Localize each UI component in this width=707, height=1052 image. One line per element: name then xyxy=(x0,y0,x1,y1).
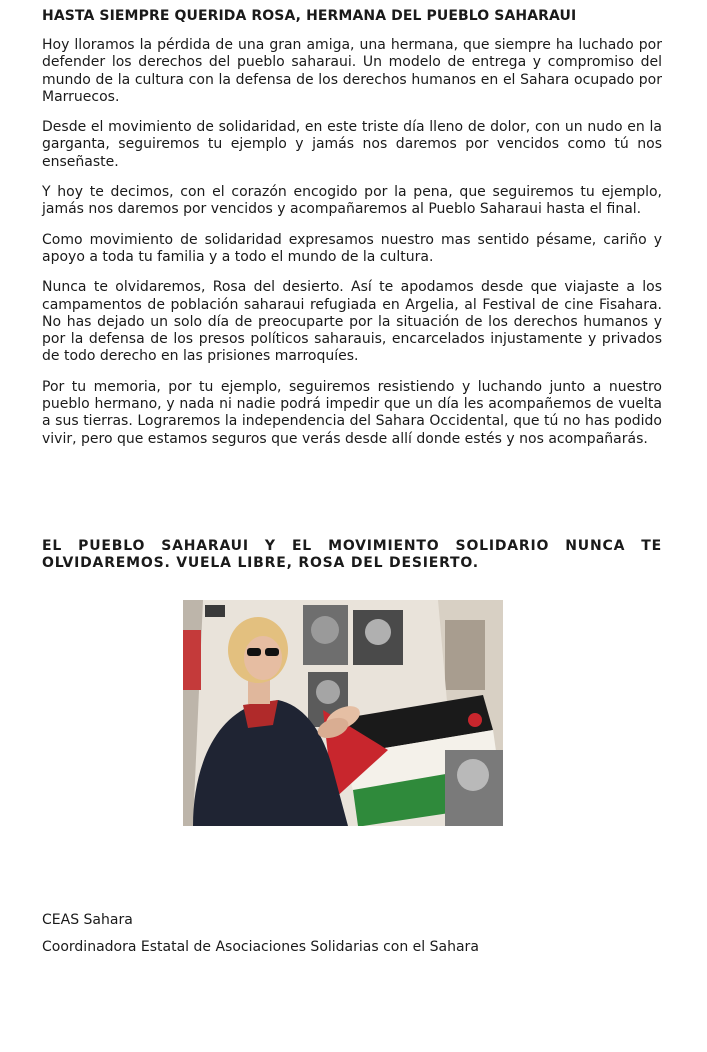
paragraph: Y hoy te decimos, con el corazón encogido por la pena, que seguiremos tu ejemplo, jamás nos daremos por vencidos y acompañaremos al Pueblo Saharaui hasta el final. xyxy=(42,184,662,218)
paragraph: Nunca te olvidaremos, Rosa del desierto. Así te apodamos desde que viajaste a los campamentos de población saharaui refugiada en Argelia, al Festival de cine Fisahara. No has dejado un solo día de preocuparte por la situación de los derechos humanos y por la defensa de los presos políticos saharauis, encarcelados injustamente y privados de todo derecho en las prisiones marroquíes. xyxy=(42,279,662,365)
paragraph: Hoy lloramos la pérdida de una gran amiga, una hermana, que siempre ha luchado por defender los derechos del pueblo saharaui. Un modelo de entrega y compromiso del mundo de la cultura con la defensa de los derechos humanos en el Sahara ocupado por Marruecos. xyxy=(42,37,662,105)
document-body xyxy=(42,37,662,461)
memorial-photo xyxy=(183,600,503,826)
paragraph: Desde el movimiento de solidaridad, en este triste día lleno de dolor, con un nudo en la garganta, seguiremos tu ejemplo y jamás nos daremos por vencidos como tú nos enseñaste. xyxy=(42,119,662,170)
paragraph: Como movimiento de solidaridad expresamos nuestro mas sentido pésame, cariño y apoyo a toda tu familia y a todo el mundo de la cultura. xyxy=(42,231,662,265)
paragraph: Por tu memoria, por tu ejemplo, seguiremos resistiendo y luchando junto a nuestro pueblo hermano, y nada ni nadie podrá impedir que un día les acompañemos de vuelta a sus tierras. Lograremos la independencia del Sahara Occidental, que tú no has podido vivir, pero que estamos seguros que verás desde allí donde estés y nos acompañarás. xyxy=(42,378,662,447)
document-title: HASTA SIEMPRE QUERIDA ROSA, HERMANA DEL PUEBLO SAHARAUI xyxy=(42,8,577,24)
signature-organization: Coordinadora Estatal de Asociaciones Solidarias con el Sahara xyxy=(42,939,479,955)
closing-statement: EL PUEBLO SAHARAUI Y EL MOVIMIENTO SOLIDARIO NUNCA TE OLVIDAREMOS. VUELA LIBRE, ROSA DEL DESIERTO. xyxy=(42,538,662,571)
photo-illustration xyxy=(183,600,503,826)
signature-name: CEAS Sahara xyxy=(42,912,133,928)
